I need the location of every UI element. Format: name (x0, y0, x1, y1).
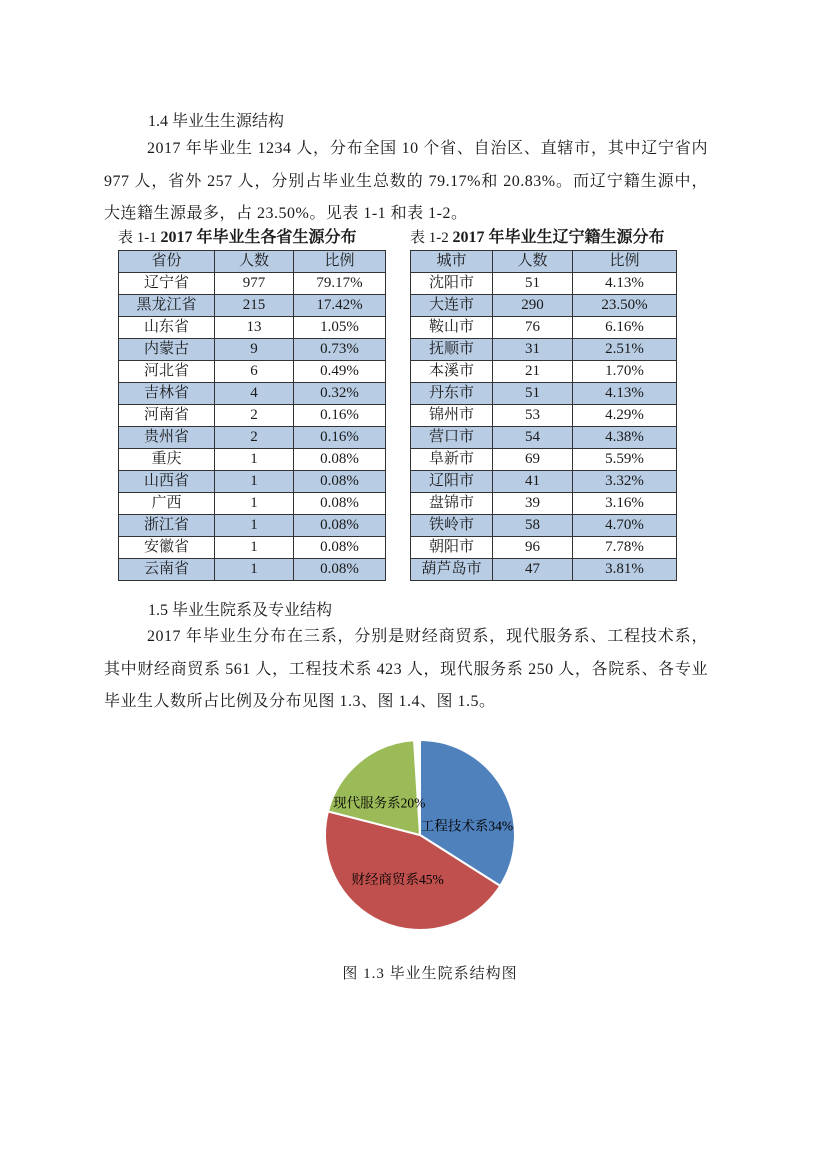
table-cell: 0.73% (294, 339, 386, 361)
table-cell: 51 (493, 383, 573, 405)
column-header: 比例 (573, 251, 677, 273)
table-1-1-caption-title: 2017 年毕业生各省生源分布 (160, 229, 357, 246)
section-1-5-heading: 1.5 毕业生院系及专业结构 (148, 602, 333, 619)
table-cell: 0.08% (294, 537, 386, 559)
table-row (119, 471, 386, 493)
table-1-1-header-row (119, 251, 386, 273)
table-cell: 1 (215, 515, 294, 537)
table-cell: 鞍山市 (411, 317, 493, 339)
table-row (411, 537, 677, 559)
table-cell: 浙江省 (119, 515, 215, 537)
table-cell: 1.70% (573, 361, 677, 383)
table-cell: 抚顺市 (411, 339, 493, 361)
table-cell: 977 (215, 273, 294, 295)
pie-slice-label-0: 工程技术系34% (420, 818, 514, 834)
table-row (411, 383, 677, 405)
table-cell: 5.59% (573, 449, 677, 471)
table-cell: 13 (215, 317, 294, 339)
table-cell: 阜新市 (411, 449, 493, 471)
table-cell: 安徽省 (119, 537, 215, 559)
table-cell: 吉林省 (119, 383, 215, 405)
table-row (411, 317, 677, 339)
table-cell: 4.29% (573, 405, 677, 427)
table-cell: 6 (215, 361, 294, 383)
table-cell: 0.16% (294, 405, 386, 427)
table-cell: 21 (493, 361, 573, 383)
table-cell: 山西省 (119, 471, 215, 493)
table-row (119, 295, 386, 317)
table-1-2-caption-label: 表 1-2 (410, 230, 449, 246)
table-cell: 贵州省 (119, 427, 215, 449)
table-cell: 47 (493, 559, 573, 581)
table-cell: 0.08% (294, 471, 386, 493)
table-cell: 3.81% (573, 559, 677, 581)
table-cell: 辽阳市 (411, 471, 493, 493)
table-cell: 0.08% (294, 493, 386, 515)
table-row (411, 273, 677, 295)
pie-slice-label-1: 财经商贸系45% (351, 872, 444, 888)
table-cell: 76 (493, 317, 573, 339)
table-cell: 朝阳市 (411, 537, 493, 559)
table-cell: 290 (493, 295, 573, 317)
table-cell: 重庆 (119, 449, 215, 471)
table-cell: 6.16% (573, 317, 677, 339)
table-cell: 1 (215, 493, 294, 515)
table-cell: 23.50% (573, 295, 677, 317)
table-row (119, 515, 386, 537)
table-cell: 0.49% (294, 361, 386, 383)
table-cell: 53 (493, 405, 573, 427)
table-cell: 31 (493, 339, 573, 361)
table-cell: 4.13% (573, 273, 677, 295)
table-cell: 3.32% (573, 471, 677, 493)
table-cell: 1.05% (294, 317, 386, 339)
table-cell: 本溪市 (411, 361, 493, 383)
table-row (119, 317, 386, 339)
table-cell: 54 (493, 427, 573, 449)
table-row (119, 559, 386, 581)
table-cell: 2 (215, 427, 294, 449)
table-row (119, 449, 386, 471)
table-row (411, 449, 677, 471)
table-cell: 1 (215, 449, 294, 471)
table-cell: 4.70% (573, 515, 677, 537)
table-cell: 营口市 (411, 427, 493, 449)
table-cell: 辽宁省 (119, 273, 215, 295)
table-province-origin (118, 250, 386, 581)
table-cell: 39 (493, 493, 573, 515)
column-header: 省份 (119, 251, 215, 273)
column-header: 城市 (411, 251, 493, 273)
table-row (119, 493, 386, 515)
table-row (411, 559, 677, 581)
column-header: 人数 (493, 251, 573, 273)
table-cell: 黑龙江省 (119, 295, 215, 317)
table-1-2-header-row (411, 251, 677, 273)
section-1-4-heading: 1.4 毕业生生源结构 (148, 113, 285, 130)
table-cell: 铁岭市 (411, 515, 493, 537)
table-cell: 4.13% (573, 383, 677, 405)
table-1-1-caption-label: 表 1-1 (118, 230, 157, 246)
table-cell: 1 (215, 559, 294, 581)
table-row (411, 295, 677, 317)
table-row (119, 427, 386, 449)
table-row (119, 537, 386, 559)
table-cell: 7.78% (573, 537, 677, 559)
table-cell: 4.38% (573, 427, 677, 449)
table-row (411, 361, 677, 383)
table-row (119, 273, 386, 295)
table-cell: 2.51% (573, 339, 677, 361)
table-row (119, 383, 386, 405)
table-cell: 河南省 (119, 405, 215, 427)
column-header: 比例 (294, 251, 386, 273)
table-cell: 沈阳市 (411, 273, 493, 295)
table-cell: 17.42% (294, 295, 386, 317)
table-cell: 大连市 (411, 295, 493, 317)
table-cell: 葫芦岛市 (411, 559, 493, 581)
table-cell: 锦州市 (411, 405, 493, 427)
table-1-1-container (118, 227, 385, 581)
table-cell: 内蒙古 (119, 339, 215, 361)
table-cell: 0.32% (294, 383, 386, 405)
table-cell: 云南省 (119, 559, 215, 581)
table-cell: 2 (215, 405, 294, 427)
table-cell: 1 (215, 537, 294, 559)
table-cell: 96 (493, 537, 573, 559)
table-liaoning-origin (410, 250, 677, 581)
table-cell: 广西 (119, 493, 215, 515)
table-row (411, 339, 677, 361)
table-cell: 215 (215, 295, 294, 317)
table-row (411, 405, 677, 427)
column-header: 人数 (215, 251, 294, 273)
table-row (411, 515, 677, 537)
figure-1-3-caption: 图 1.3 毕业生院系结构图 (342, 966, 518, 982)
table-cell: 0.08% (294, 559, 386, 581)
table-cell: 0.16% (294, 427, 386, 449)
table-cell: 51 (493, 273, 573, 295)
table-cell: 4 (215, 383, 294, 405)
table-1-1-caption (118, 227, 385, 249)
table-1-2-container (410, 227, 676, 581)
table-cell: 58 (493, 515, 573, 537)
table-1-2-caption-title: 2017 年毕业生辽宁籍生源分布 (452, 229, 665, 246)
table-cell: 0.08% (294, 515, 386, 537)
section-1-4-paragraph: 2017 年毕业生 1234 人，分布全国 10 个省、自治区、直辖市，其中辽宁省内 977 人，省外 257 人，分别占毕业生总数的 79.17%和 20.83%。而辽宁籍生源中，大连籍生源最多，占 23.50%。见表 1-1 和表 1-2。 (104, 140, 708, 222)
table-cell: 0.08% (294, 449, 386, 471)
table-cell: 3.16% (573, 493, 677, 515)
table-cell: 9 (215, 339, 294, 361)
table-cell: 丹东市 (411, 383, 493, 405)
pie-slice-label-2: 现代服务系20% (333, 795, 426, 811)
table-cell: 山东省 (119, 317, 215, 339)
table-row (119, 405, 386, 427)
table-row (119, 339, 386, 361)
table-cell: 69 (493, 449, 573, 471)
table-cell: 河北省 (119, 361, 215, 383)
pie-chart-svg (258, 718, 598, 950)
table-row (411, 471, 677, 493)
table-cell: 41 (493, 471, 573, 493)
table-1-2-caption (410, 227, 676, 249)
section-1-5-paragraph: 2017 年毕业生分布在三系，分别是财经商贸系，现代服务系、工程技术系，其中财经商贸系 561 人，工程技术系 423 人，现代服务系 250 人，各院系、各专业毕业生人数所占比例及分布见图 1.3、图 1.4、图 1.5。 (104, 628, 708, 710)
table-row (411, 427, 677, 449)
table-row (411, 493, 677, 515)
table-cell: 1 (215, 471, 294, 493)
table-cell: 79.17% (294, 273, 386, 295)
table-cell: 盘锦市 (411, 493, 493, 515)
table-row (119, 361, 386, 383)
